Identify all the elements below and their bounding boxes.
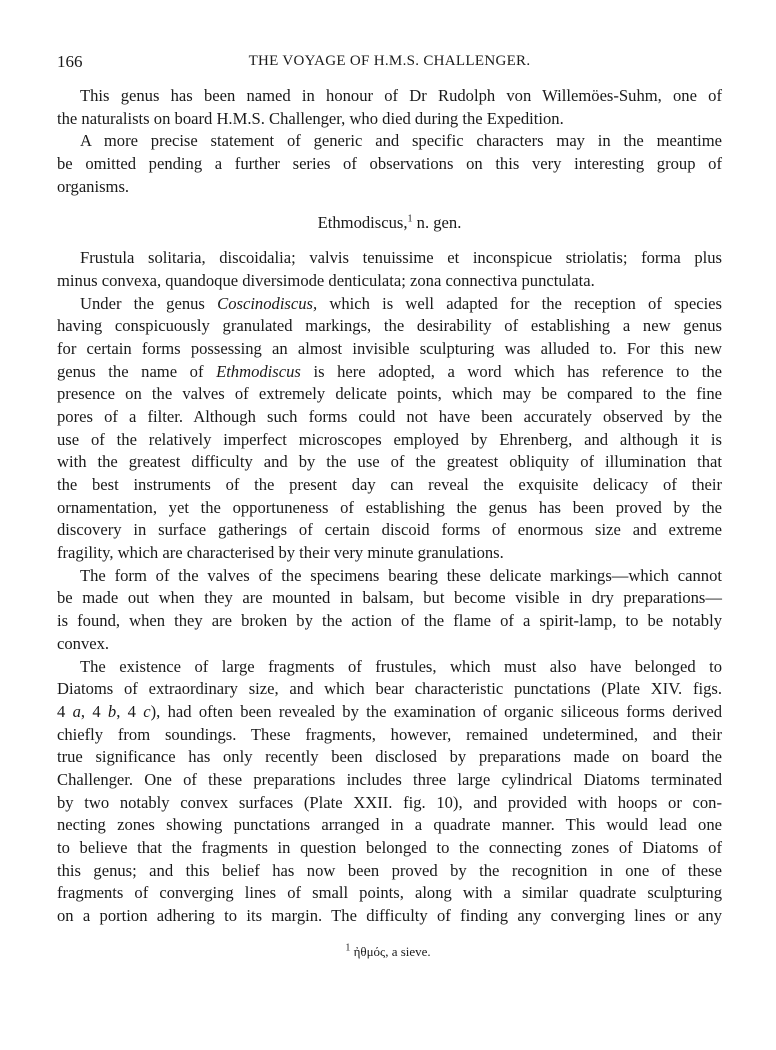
text-line	[57, 383, 722, 406]
text-line	[57, 860, 722, 883]
text-line	[57, 270, 722, 293]
text-line	[57, 247, 722, 270]
text-line	[57, 85, 722, 108]
text-segment: fragments of converging lines of small points, along with a similar quadrate sculpturing	[57, 883, 722, 903]
text-segment: , 4	[116, 701, 144, 721]
text-line	[57, 429, 722, 452]
running-header	[57, 52, 722, 74]
text-segment: fragility, which are characterised by their very minute granulations.	[57, 543, 504, 563]
italic-text: c	[143, 701, 151, 721]
text-line	[57, 724, 722, 747]
italic-text: Ethmodiscus	[216, 361, 301, 381]
text-line	[57, 315, 722, 338]
text-segment: , 4	[80, 701, 108, 721]
heading-suffix: n. gen.	[412, 213, 462, 233]
text-segment: for certain forms possessing an almost invisible sculpturing was alluded to. For this new	[57, 338, 722, 358]
page-body	[57, 85, 722, 928]
footnote-text: ἠθμός, a sieve.	[353, 944, 431, 959]
text-segment: by two notably convex surfaces (Plate XXII. fig. 10), and provided with hoops or con-	[57, 792, 722, 812]
paragraph	[57, 565, 722, 656]
text-line	[57, 474, 722, 497]
text-segment: with the greatest difficulty and by the use of the greatest obliquity of illumination that	[57, 452, 722, 472]
text-segment: A more precise statement of generic and specific characters may in the meantime	[80, 131, 722, 151]
paragraph	[57, 656, 722, 928]
text-segment: to believe that the fragments in question belonged to the connecting zones of Diatoms of	[57, 838, 722, 857]
text-line	[57, 130, 722, 153]
paragraph	[57, 85, 722, 130]
text-segment: which is well adapted for the reception of species	[317, 293, 723, 313]
text-line	[57, 837, 722, 860]
text-segment: the best instruments of the present day can reveal the exquisite delicacy of their	[57, 475, 722, 494]
paragraph	[57, 130, 722, 198]
text-segment: The form of the valves of the specimens bearing these delicate markings—which cannot	[80, 565, 722, 585]
text-line	[57, 633, 722, 656]
text-line	[57, 678, 722, 701]
text-line	[57, 610, 722, 633]
section-heading	[57, 212, 722, 235]
text-segment: be made out when they are mounted in balsam, but become visible in dry preparations—	[57, 588, 722, 608]
text-line	[57, 176, 722, 199]
text-segment: the naturalists on board H.M.S. Challenger, who died during the Expedition.	[57, 108, 564, 128]
text-segment: Challenger. One of these preparations includes three large cylindrical Diatoms terminated	[57, 769, 722, 789]
text-segment: This genus has been named in honour of Dr Rudolph von Willemöes-Suhm, one of	[80, 86, 722, 105]
text-segment: Under the genus	[80, 293, 218, 313]
text-line	[57, 905, 722, 928]
text-line	[57, 361, 722, 384]
text-line	[57, 792, 722, 815]
text-line	[57, 746, 722, 769]
intro-paragraphs	[57, 85, 722, 198]
text-segment: chiefly from soundings. These fragments, however, remained undetermined, and their	[57, 724, 722, 744]
text-segment: The existence of large fragments of frustules, which must also have belonged to	[80, 656, 722, 676]
text-line	[57, 519, 722, 542]
text-segment: use of the relatively imperfect microscopes employed by Ehrenberg, and although it is	[57, 429, 722, 449]
text-line	[57, 153, 722, 176]
text-line	[57, 814, 722, 837]
text-line	[57, 293, 722, 316]
text-segment: presence on the valves of extremely delicate points, which may be compared to the fine	[57, 384, 722, 404]
text-segment: is here adopted, a word which has reference to the	[300, 361, 722, 381]
text-segment: is found, when they are broken by the action of the flame of a spirit-lamp, to be notably	[57, 611, 722, 631]
text-segment: true significance has only recently been disclosed by preparations made on board the	[57, 747, 722, 767]
section-paragraphs	[57, 247, 722, 928]
text-segment: discovery in surface gatherings of certain discoid forms of enormous size and extreme	[57, 520, 722, 540]
text-line	[57, 497, 722, 520]
footnote	[0, 944, 776, 960]
text-line	[57, 882, 722, 905]
text-line	[57, 338, 722, 361]
text-segment: having conspicuously granulated markings, the desirability of establishing a new genus	[57, 316, 722, 336]
heading-text: Ethmodiscus,	[317, 213, 408, 233]
paragraph	[57, 247, 722, 292]
page-number: 166	[57, 52, 83, 71]
text-line	[57, 769, 722, 792]
text-segment: be omitted pending a further series of observations on this very interesting group of	[57, 154, 722, 174]
text-segment: 4	[57, 701, 73, 721]
italic-text: a	[72, 701, 81, 721]
text-line	[57, 542, 722, 565]
text-segment: pores of a filter. Although such forms could not have been accurately observed by the	[57, 406, 722, 426]
italic-text: Coscinodiscus,	[217, 293, 318, 313]
text-segment: convex.	[57, 633, 110, 653]
footnote-mark: 1	[345, 942, 351, 954]
text-line	[57, 701, 722, 724]
text-line	[57, 451, 722, 474]
text-segment: organisms.	[57, 176, 130, 196]
text-segment: this genus; and this belief has now been proved by the recognition in one of these	[57, 860, 722, 880]
text-segment: genus the name of	[57, 361, 217, 381]
footnote-reference: 1	[407, 213, 413, 225]
text-line	[57, 108, 722, 131]
text-line	[57, 406, 722, 429]
running-title: THE VOYAGE OF H.M.S. CHALLENGER.	[248, 53, 531, 69]
italic-text: b	[107, 701, 117, 721]
text-segment: Frustula solitaria, discoidalia; valvis tenuissime et inconspicue striolatis; forma plus	[80, 248, 722, 268]
paragraph	[57, 293, 722, 565]
text-segment: ornamentation, yet the opportuneness of establishing the genus has been proved by the	[57, 497, 722, 517]
text-segment: on a portion adhering to its margin. The difficulty of finding any converging lines or any	[57, 906, 722, 926]
text-segment: ), had often been revealed by the examination of organic siliceous forms derived	[150, 701, 723, 721]
text-segment: minus convexa, quandoque diversimode denticulata; zona connectiva punctulata.	[57, 270, 595, 290]
text-line	[57, 565, 722, 588]
text-segment: Diatoms of extraordinary size, and which bear characteristic punctations (Plate XIV. figs.	[57, 679, 722, 699]
text-line	[57, 656, 722, 679]
text-segment: necting zones showing punctations arranged in a quadrate manner. This would lead one	[57, 815, 722, 835]
text-line	[57, 587, 722, 610]
